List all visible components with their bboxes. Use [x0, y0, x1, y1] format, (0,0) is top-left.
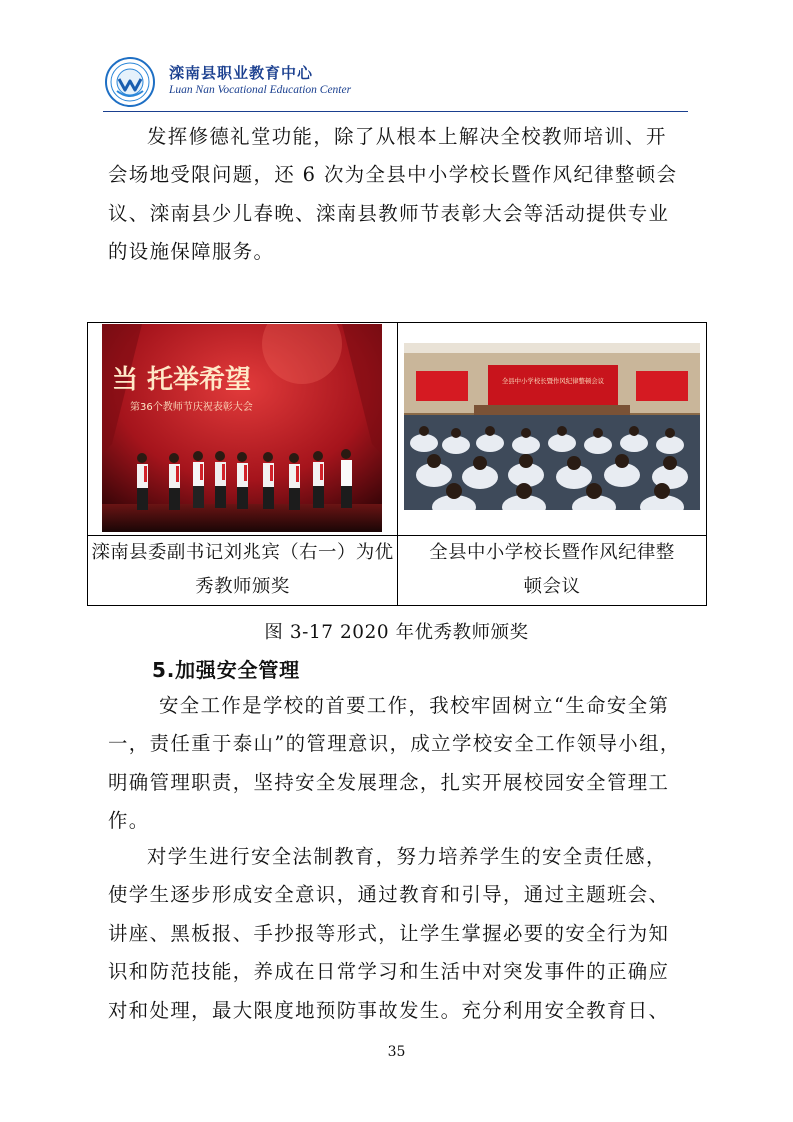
principals-meeting-photo [404, 343, 700, 510]
text-line: 对学生进行安全法制教育，努力培养学生的安全责任感， [147, 845, 667, 868]
text-line: 会场地受限问题，还 6 次为全县中小学校长暨作风纪律整顿会 [108, 163, 678, 187]
text-line: 的设施保障服务。 [108, 240, 275, 264]
school-emblem-icon [105, 57, 155, 107]
page-header [103, 55, 688, 113]
text-line: 明确管理职责，坚持安全发展理念，扎实开展校园安全管理工 [108, 770, 670, 794]
text-line: 作。 [108, 809, 150, 833]
text-line: 讲座、黑板报、手抄报等形式，让学生掌握必要的安全行为知 [108, 921, 670, 945]
people-row [137, 449, 352, 510]
caption-line: 滦南县委副书记刘兆宾（右一）为优 [91, 542, 394, 563]
banner-subtext: 第36个教师节庆祝表彰大会 [130, 402, 253, 413]
text-line: 议、滦南县少儿春晚、滦南县教师节表彰大会等活动提供专业 [108, 201, 670, 225]
caption-line: 顿会议 [523, 576, 581, 597]
award-ceremony-photo [102, 324, 382, 532]
figure-caption: 图 3-17 2020 年优秀教师颁奖 [264, 622, 529, 643]
paragraph-safety-education [108, 838, 688, 1030]
page-number: 35 [387, 1044, 406, 1060]
paragraph-auditorium [108, 118, 688, 272]
text-line: 安全工作是学校的首要工作，我校牢固树立“生命安全第 [159, 694, 670, 717]
org-name-cn: 滦南县职业教育中心 [169, 64, 314, 82]
screen-text: 全县中小学校长暨作风纪律整顿会议 [501, 377, 605, 385]
caption-line: 秀教师颁奖 [195, 576, 290, 597]
figure-table [87, 322, 707, 606]
text-line: 发挥修德礼堂功能，除了从根本上解决全校教师培训、开 [147, 125, 667, 148]
org-name-en: Luan Nan Vocational Education Center [169, 84, 352, 96]
caption-line: 全县中小学校长暨作风纪律整 [429, 542, 675, 563]
banner-text: 当 托举希望 [112, 365, 252, 395]
photo-caption-left [88, 536, 397, 606]
photo-caption-right [398, 536, 706, 606]
paragraph-safety-work [108, 687, 688, 841]
text-line: 对和处理，最大限度地预防事故发生。充分利用安全教育日、 [108, 998, 670, 1022]
text-line: 一，责任重于泰山”的管理意识，成立学校安全工作领导小组， [108, 732, 681, 756]
text-line: 识和防范技能，养成在日常学习和生活中对突发事件的正确应 [108, 960, 670, 984]
header-rule [103, 111, 688, 112]
section-title: 5.加强安全管理 [152, 658, 300, 682]
text-line: 使学生逐步形成安全意识，通过教育和引导，通过主题班会、 [108, 883, 670, 907]
